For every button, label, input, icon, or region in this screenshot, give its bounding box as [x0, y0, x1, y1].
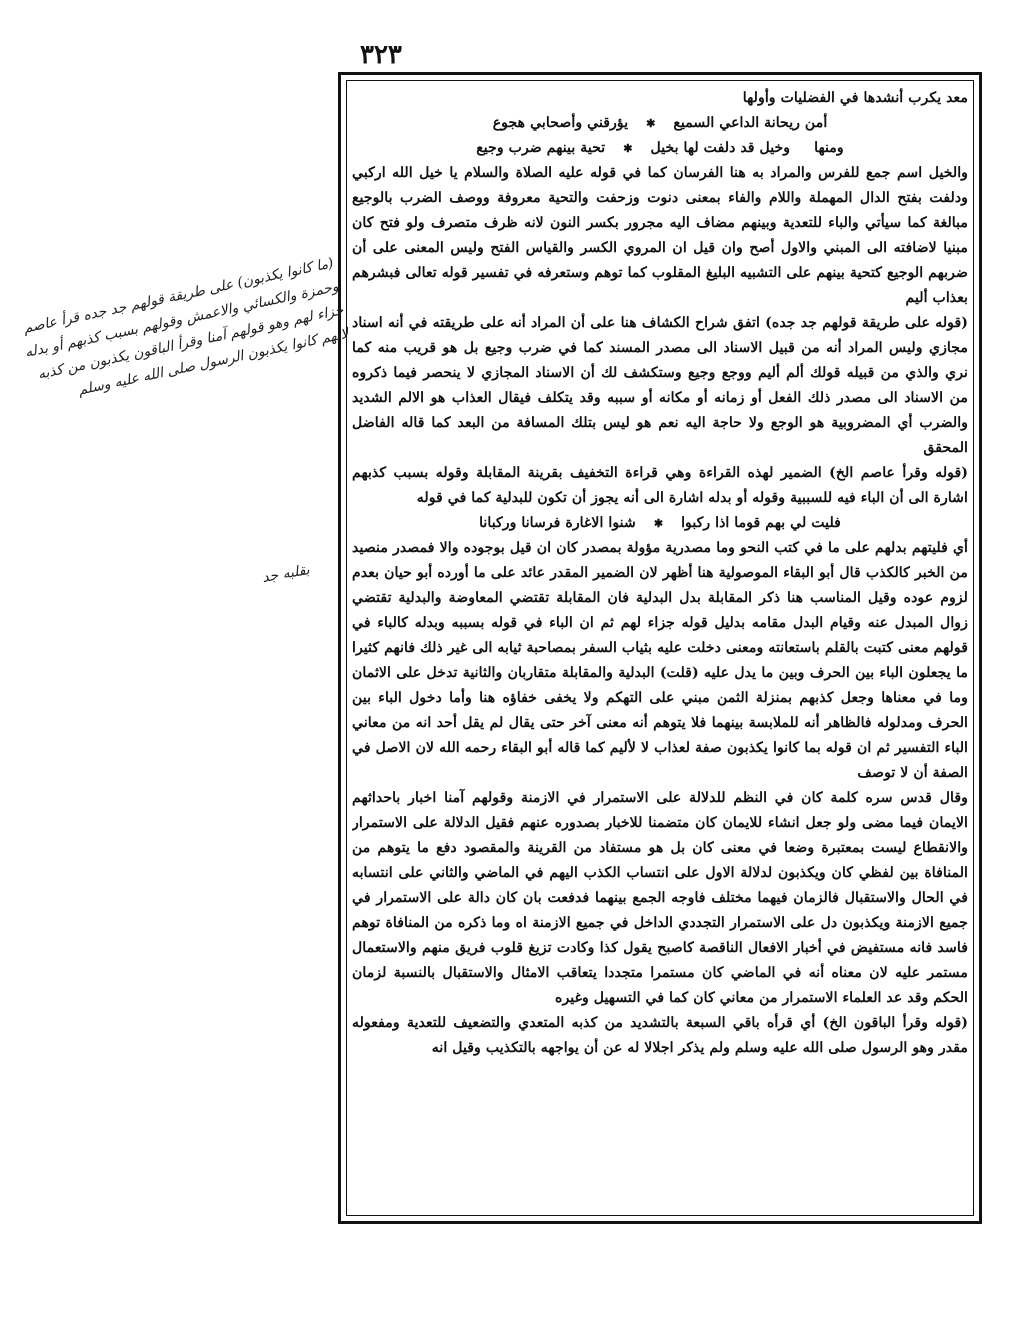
paragraph-5: وقال قدس سره كلمة كان في النظم للدلالة على الاستمرار في الازمنة وقولهم آمنا اخبار باحداثهم الايمان فيما مضى ولو جعل انشاء للايمان كان متضمنا للاخبار بصدوره عنهم فقيل الدلالة على الاستمرار والانقطاع ليست بمعتبرة وضعا في معنى كان بل هو مستفاد من القرينة والمقصود دفع ما يتوهم من المنافاة بين لفظي كان ويكذبون لدلالة الاول على انتساب الكذب اليهم في الماضي والثاني على انتسابه في الحال والاستقبال فالزمان فيهما مختلف فاوجه الجمع بينهما فدفعت بان كان دالة على الاستمرار في جميع الازمنة ويكذبون دل على الاستمرار التجددي الداخل في جميع الازمنة اه وما ذكره من المنافاة توهم فاسد فانه مستفيض في أخبار الافعال الناقصة كاصبح يقول كذا وكادت تزيغ قلوب فريق منهم والاستعمال مستمر عليه لان معناه أنه في الماضي كان مستمرا متجددا يتعاقب الامثال والاستقبال بالنسبة لزمان الحكم وقد عد العلماء الاستمرار من معاني كان كما في التسهيل وغيره — [352, 790, 968, 1006]
margin-annotation: (ما كانوا يكذبون) على طريقة قولهم جد جده قرأ عاصم وحمزة والكسائي والاعمش وقولهم بسبب كذبهم أو بدله جزاء لهم وهو قولهم آمنا وقرأ الباقون يكذبون من كذبه لانهم كانوا يكذبون الرسول صلى الله عليه وسلم — [22, 255, 350, 399]
verse-intro: معد يكرب أنشدها في الفضليات وأولها — [742, 90, 968, 106]
margin-annotation-end: بقلبه جد — [260, 561, 311, 587]
verse-separator-star: ✱ — [653, 517, 664, 530]
verse-separator-star: ✱ — [623, 142, 633, 155]
verse-1-hemistich-b: يؤرقني وأصحابي هجوع — [492, 115, 629, 131]
paragraph-6: (قوله وقرأ الباقون الخ) أي قرأه باقي السبعة بالتشديد من كذبه المتعدي والتضعيف للتعدية ومفعوله مقدر وهو الرسول صلى الله عليه وسلم ولم يذكر اجلالا له عن أن يواجهه بالتكذيب وقيل انه — [352, 1015, 968, 1056]
paragraph-1: والخيل اسم جمع للفرس والمراد به هنا الفرسان كما في قوله عليه الصلاة والسلام يا خيل الله اركبي ودلفت بفتح الدال المهملة واللام والفاء بمعنى دنوت وزحفت والتحية معروفة ووصف الضرب بالوجيع مبالغة كما سيأتي والباء للتعدية وبينهم مضاف اليه مجرور بكسر النون لانه ظرف متصرف ولو فتح كان مبنيا لاضافته الى المبني والاول أصح وان قيل ان المروي الكسر والقياس الفتح وليس المعنى على أن ضربهم الوجيع كتحية بينهم على التشبيه البليغ المقلوب كما توهم وستعرفه في تفسير قوله تعالى فبشرهم بعذاب أليم — [352, 165, 968, 306]
paragraph-4: أي فليتهم بدلهم على ما في كتب النحو وما مصدرية مؤولة بمصدر كان ان قيل بوجوده والا فمصدر منصيد من الخبر كالكذب قال أبو البقاء الموصولية هنا أظهر لان الضمير المقدر عائد على ما أورده أبو حيان بعدم لزوم عوده وقيل المناسب هنا ذكر المقابلة بدل البدلية فان المقابلة تقتضي المعاوضة والبدلية تقتضي زوال المبدل عنه وقيام البدل مقامه بدليل قوله جزاء لهم ثم ان الباء في قوله بسببه وبدله كالباء في قولهم معنى كتبت بالقلم باستعانته ومعنى دخلت عليه بثياب السفر بمصاحبة ثيابه الى غير ذلك فانهم كثيرا ما يجعلون الباء بين الحرف وبين ما يدل عليه (قلت) البدلية والمقابلة متقاربان والثانية تدخل على الاثمان وما في معناها وجعل كذبهم بمنزلة الثمن مبني على التهكم ولا يخفى خفاؤه هنا وأما دخول الباء بين الحرف ومدلوله فالظاهر أنه للملابسة بينهما فلا يتوهم أنه معنى آخر حتى يقال لم يقل أحد انه من معاني الباء التفسير ثم ان قوله بما كانوا يكذبون صفة لعذاب لا لأليم كما قاله أبو البقاء رحمه الله لان الاصل في الصفة أن لا توصف — [352, 540, 968, 781]
verse-3-hemistich-a: فليت لي بهم قوما اذا ركبوا — [681, 515, 841, 531]
verse-3-hemistich-b: شنوا الاغارة فرسانا وركبانا — [479, 515, 636, 531]
page-number: ٣٢٣ — [360, 40, 402, 70]
verse-line-1 — [352, 111, 968, 136]
paragraph-2: (قوله على طريقة قولهم جد جده) اتفق شراح الكشاف هنا على أن المراد أنه على طريقته في أنه اسناد مجازي وليس المراد أنه من قبيل الاسناد الى مصدر المسند كما في ضرب وجيع بل هو قريب منه كما نري والذي من قبيله قولك ألم أليم ووجع وجيع وستكشف لك أن الاسناد المجازي لا ينحصر فيما ذكروه من الاسناد الى مصدر ذلك الفعل أو زمانه أو مكانه أو سببه وقد يتكلف فيقال العذاب هو الالم الشديد والضرب أي المضروبية هو الوجع ولا حاجة اليه نعم هو ليس بتلك المسافة من البعد كما قاله الفاضل المحقق — [352, 315, 968, 456]
verse-2-hemistich-a: وخيل قد دلفت لها بخيل — [650, 140, 791, 156]
verse-line-2 — [352, 136, 968, 161]
verse-1-hemistich-a: أمن ريحانة الداعي السميع — [673, 115, 828, 131]
verse-2-label: ومنها — [814, 140, 844, 156]
main-text — [352, 86, 968, 1210]
verse-separator-star: ✱ — [646, 117, 656, 130]
verse-2-hemistich-b: تحية بينهم ضرب وجيع — [476, 140, 606, 156]
paragraph-3: (قوله وقرأ عاصم الخ) الضمير لهذه القراءة وهي قراءة التخفيف بقرينة المقابلة وقوله بسبب كذبهم اشارة الى أن الباء فيه للسببية وقوله أو بدله اشارة الى أنه يجوز أن تكون للبدلية كما في قوله — [352, 465, 968, 506]
verse-line-3 — [352, 511, 968, 536]
